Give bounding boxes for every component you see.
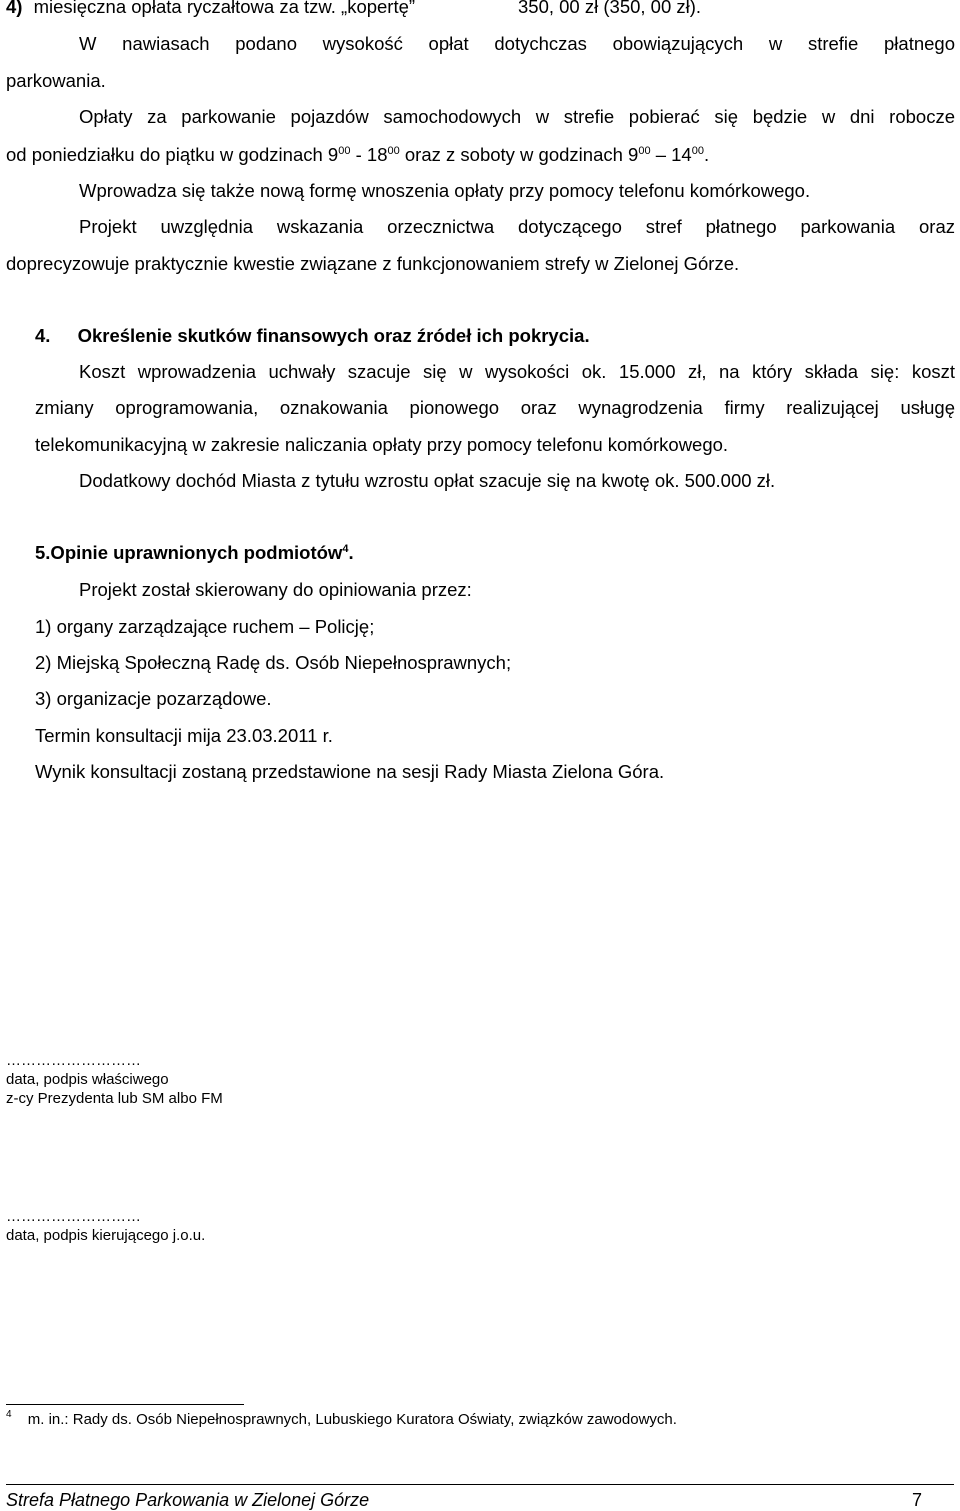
project-line2: doprecyzowuje praktycznie kwestie związane z funkcjonowaniem strefy w Zielonej Górze. [6,253,740,274]
hours-text-a: od poniedziałku do piątku w godzinach 9 [6,144,339,165]
hours-text-e: . [703,144,710,165]
fee-item-label: 4) [6,0,23,17]
hours-text-b: - 18 [350,144,388,165]
income-line: Dodatkowy dochód Miasta z tytułu wzrostu opłat szacuje się na kwotę ok. 500.000 zł. [79,470,776,491]
section5-heading-end: . [348,542,354,563]
project-line1: Projekt uwzględnia wskazania orzecznictwa dotyczącego stref płatnego parkowania oraz [79,216,955,237]
fee-item-amount: 350, 00 zł (350, 00 zł). [518,0,702,17]
footnote-marker: 4 [6,1409,12,1420]
fee-item-text: miesięczna opłata ryczałtowa za tzw. „kopertę” [33,0,416,17]
signature1-dots: ……………………… [6,1052,141,1069]
consult-result: Wynik konsultacji zostaną przedstawione na sesji Rady Miasta Zielona Góra. [35,761,665,782]
brackets-note-line1: W nawiasach podano wysokość opłat dotychczas obowiązujących w strefie płatnego [79,33,955,54]
footer-rule [6,1484,954,1485]
fee-item [6,0,415,18]
signature2-label: data, podpis kierującego j.o.u. [6,1227,206,1244]
section4-heading-number: 4. [35,325,51,346]
hours-text-d: – 14 [650,144,692,165]
section5-heading-sup: 4 [342,543,349,555]
brackets-note-line2: parkowania. [6,70,106,91]
signature2-dots: ……………………… [6,1208,141,1225]
footnote-text: m. in.: Rady ds. Osób Niepełnosprawnych, Lubuskiego Kuratora Oświaty, związków zawodowych. [27,1411,677,1428]
cost-line3: telekomunikacyjną w zakresie naliczania opłaty przy pomocy telefonu komórkowego. [35,434,729,455]
signature1-label-line1: data, podpis właściwego [6,1071,169,1088]
hours-line1: Opłaty za parkowanie pojazdów samochodowych w strefie pobierać się będzie w dni robocze [79,106,955,127]
phone-payment-line: Wprowadza się także nową formę wnoszenia opłaty przy pomocy telefonu komórkowego. [79,180,811,201]
footnote [6,1411,677,1429]
consult-deadline: Termin konsultacji mija 23.03.2011 r. [35,725,333,746]
section5-heading [35,542,354,564]
consult-item-3: 3) organizacje pozarządowe. [35,688,272,709]
section5-heading-text: 5.Opinie uprawnionych podmiotów [35,542,343,563]
footer-title: Strefa Płatnego Parkowania w Zielonej Górze [6,1490,370,1510]
hours-text-c: oraz z soboty w godzinach 9 [399,144,639,165]
signature1-label-line2: z-cy Prezydenta lub SM albo FM [6,1090,223,1107]
hours-sup-c: 00 [638,145,651,157]
hours-sup-a: 00 [338,145,351,157]
section4-heading [35,325,590,347]
consult-item-2: 2) Miejską Społeczną Radę ds. Osób Niepełnosprawnych; [35,652,512,673]
consult-item-1: 1) organy zarządzające ruchem – Policję; [35,616,375,637]
footnote-separator [6,1404,244,1405]
section4-heading-text: Określenie skutków finansowych oraz źródeł ich pokrycia. [77,325,590,346]
cost-line1: Koszt wprowadzenia uchwały szacuje się w wysokości ok. 15.000 zł, na który składa się: koszt [79,361,955,382]
hours-sup-d: 00 [691,145,704,157]
section5-intro: Projekt został skierowany do opiniowania przez: [79,579,472,600]
hours-sup-b: 00 [387,145,400,157]
cost-line2: zmiany oprogramowania, oznakowania pionowego oraz wynagrodzenia firmy realizującej usługę [35,397,955,418]
hours-line2 [6,144,709,166]
page-number: 7 [912,1490,923,1510]
